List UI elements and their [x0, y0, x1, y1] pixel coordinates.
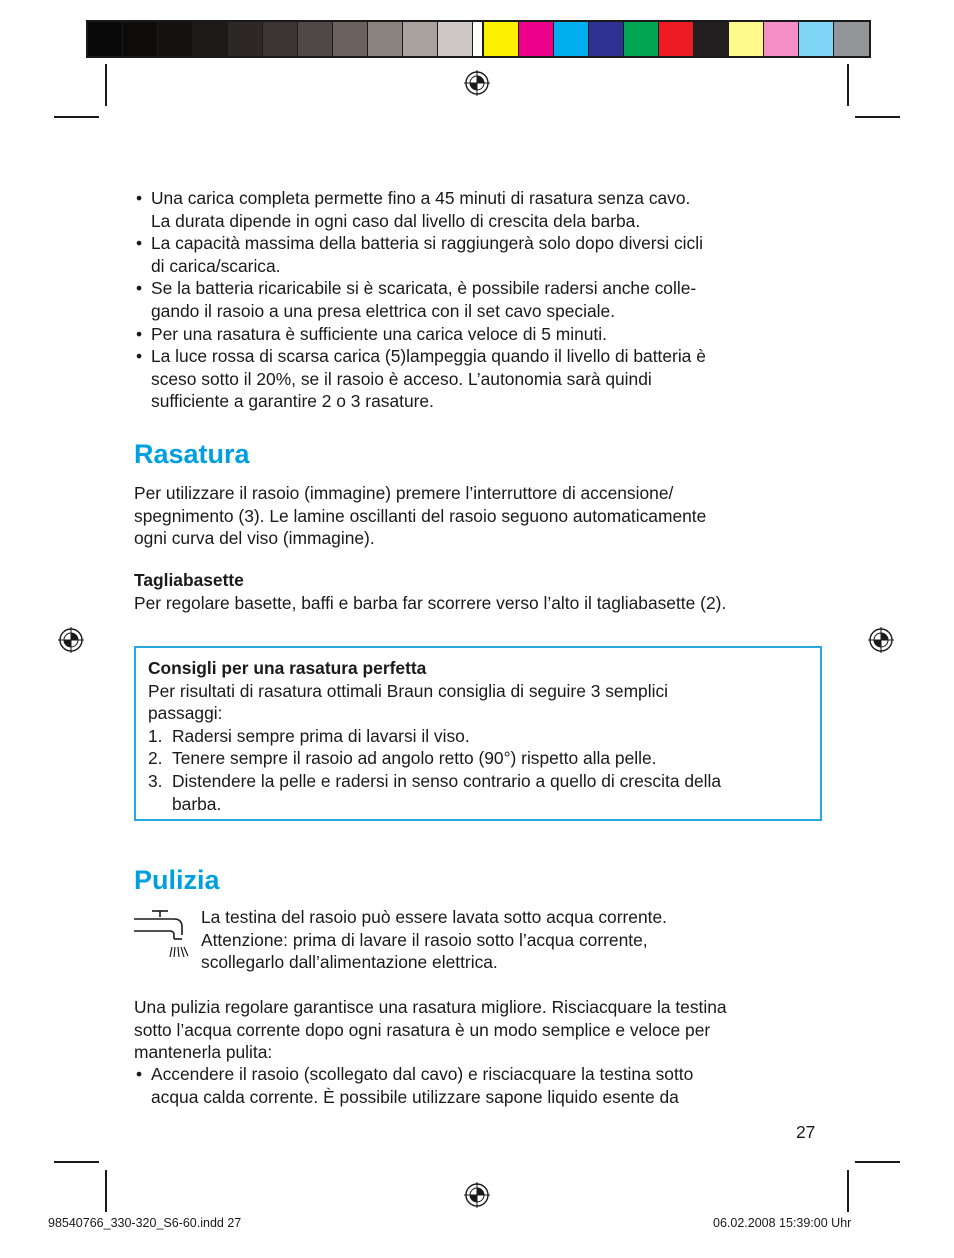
gray-swatch: [333, 22, 368, 56]
gray-swatch: [263, 22, 298, 56]
tagliabasette-text: Per regolare basette, baffi e barba far scorrere verso l’alto il tagliabasette (2).: [134, 593, 727, 613]
gray-swatch: [403, 22, 438, 56]
color-swatch: [624, 22, 659, 56]
crop-mark: [847, 1170, 849, 1212]
registration-mark-left: [58, 627, 84, 653]
color-swatch: [694, 22, 729, 56]
list-item-line: La durata dipende in ogni caso dal livello di crescita dela barba.: [151, 210, 641, 231]
footer-timestamp: 06.02.2008 15:39:00 Uhr: [713, 1216, 852, 1230]
step-number: 1.: [148, 725, 163, 746]
page-number: 27: [796, 1122, 816, 1142]
grayscale-calibration-bar: [86, 20, 510, 58]
tips-steps: [148, 725, 808, 815]
crop-mark: [105, 1170, 107, 1212]
color-swatch: [834, 22, 869, 56]
color-swatch: [519, 22, 554, 56]
list-item-line: Una carica completa permette fino a 45 minuti di rasatura senza cavo.: [151, 188, 691, 208]
bullet-marker: •: [136, 346, 143, 367]
tips-title: Consigli per una rasatura perfetta: [148, 658, 427, 678]
crop-mark: [855, 1161, 900, 1163]
step-number: 3.: [148, 770, 163, 791]
paragraph-line: mantenerla pulita:: [134, 1042, 273, 1063]
color-swatch: [484, 22, 519, 56]
crop-mark: [54, 116, 99, 118]
pulizia-paragraph: [134, 996, 824, 1064]
intro-bullet-list: [134, 187, 824, 413]
list-item-line: Accendere il rasoio (scollegato dal cavo) e risciacquare la testina sotto: [151, 1064, 694, 1084]
gray-swatch: [88, 22, 123, 56]
tips-step: [148, 747, 808, 770]
crop-mark: [847, 64, 849, 106]
step-number: 2.: [148, 748, 163, 769]
bullet-marker: •: [136, 1064, 143, 1084]
list-item-line: gando il rasoio a una presa elettrica con il set cavo speciale.: [151, 300, 616, 321]
registration-mark-bottom: [464, 1182, 490, 1208]
tips-intro: [148, 680, 808, 725]
list-item: [134, 277, 824, 322]
step-line: Radersi sempre prima di lavarsi il viso.: [172, 725, 470, 746]
paragraph-line: ogni curva del viso (immagine).: [134, 528, 375, 549]
paragraph-line: Per utilizzare il rasoio (immagine) premere l’interruttore di accensione/: [134, 483, 674, 503]
gray-swatch: [123, 22, 158, 56]
paragraph-line: Una pulizia regolare garantisce una rasatura migliore. Risciacquare la testina: [134, 997, 727, 1017]
pulizia-bullet: [134, 1063, 824, 1108]
color-swatch: [764, 22, 799, 56]
color-swatch: [729, 22, 764, 56]
step-line: Distendere la pelle e radersi in senso contrario a quello di crescita della: [172, 770, 722, 791]
paragraph-line: scollegarlo dall’alimentazione elettrica.: [201, 952, 498, 973]
list-item: [134, 232, 824, 277]
list-item: [134, 1063, 824, 1108]
paragraph-line: Per risultati di rasatura ottimali Braun consiglia di seguire 3 semplici: [148, 680, 669, 701]
rasatura-heading: Rasatura: [134, 439, 250, 469]
bullet-marker: •: [136, 233, 143, 254]
color-calibration-bar: [482, 20, 871, 58]
list-item-line: Se la batteria ricaricabile si è scaricata, è possibile radersi anche colle-: [151, 278, 697, 299]
gray-swatch: [298, 22, 333, 56]
list-item-line: La luce rossa di scarsa carica (5)lampeggia quando il livello di batteria è: [151, 346, 706, 367]
list-item: [134, 187, 824, 232]
bullet-marker: •: [136, 278, 143, 299]
gray-swatch: [438, 22, 473, 56]
crop-mark: [105, 64, 107, 106]
tips-step: [148, 725, 808, 748]
paragraph-line: passaggi:: [148, 703, 223, 724]
step-line: barba.: [172, 793, 222, 814]
color-swatch: [659, 22, 694, 56]
color-swatch: [589, 22, 624, 56]
crop-mark: [855, 116, 900, 118]
list-item-line: sufficiente a garantire 2 o 3 rasature.: [151, 391, 434, 412]
tips-step: [148, 770, 808, 815]
color-swatch: [554, 22, 589, 56]
gray-swatch: [368, 22, 403, 56]
list-item: [134, 345, 824, 413]
list-item-line: Per una rasatura è sufficiente una carica veloce di 5 minuti.: [151, 323, 607, 344]
color-swatch: [799, 22, 834, 56]
bullet-marker: •: [136, 323, 143, 344]
tagliabasette-heading: Tagliabasette: [134, 570, 244, 590]
pulizia-icon-note: [201, 906, 821, 974]
rasatura-paragraph: [134, 482, 824, 550]
paragraph-line: Attenzione: prima di lavare il rasoio sotto l’acqua corrente,: [201, 929, 648, 950]
paragraph-line: La testina del rasoio può essere lavata sotto acqua corrente.: [201, 907, 667, 927]
gray-swatch: [193, 22, 228, 56]
bullet-marker: •: [136, 188, 143, 208]
list-item-line: sceso sotto il 20%, se il rasoio è acceso. L’autonomia sarà quindi: [151, 368, 652, 389]
list-item-line: acqua calda corrente. È possibile utilizzare sapone liquido esente da: [151, 1086, 679, 1107]
paragraph-line: sotto l’acqua corrente dopo ogni rasatura è un modo semplice e veloce per: [134, 1019, 711, 1040]
step-line: Tenere sempre il rasoio ad angolo retto (90°) rispetto alla pelle.: [172, 748, 657, 769]
list-item: [134, 323, 824, 346]
water-tap-icon: [132, 909, 190, 959]
registration-mark-right: [868, 627, 894, 653]
footer-file: 98540766_330-320_S6-60.indd 27: [48, 1216, 242, 1230]
gray-swatch: [158, 22, 193, 56]
paragraph-line: spegnimento (3). Le lamine oscillanti del rasoio seguono automaticamente: [134, 505, 707, 526]
pulizia-heading: Pulizia: [134, 865, 220, 895]
registration-mark-top: [464, 70, 490, 96]
crop-mark: [54, 1161, 99, 1163]
list-item-line: La capacità massima della batteria si raggiungerà solo dopo diversi cicli: [151, 233, 703, 254]
tips-box: [134, 646, 822, 821]
gray-swatch: [228, 22, 263, 56]
list-item-line: di carica/scarica.: [151, 255, 281, 276]
